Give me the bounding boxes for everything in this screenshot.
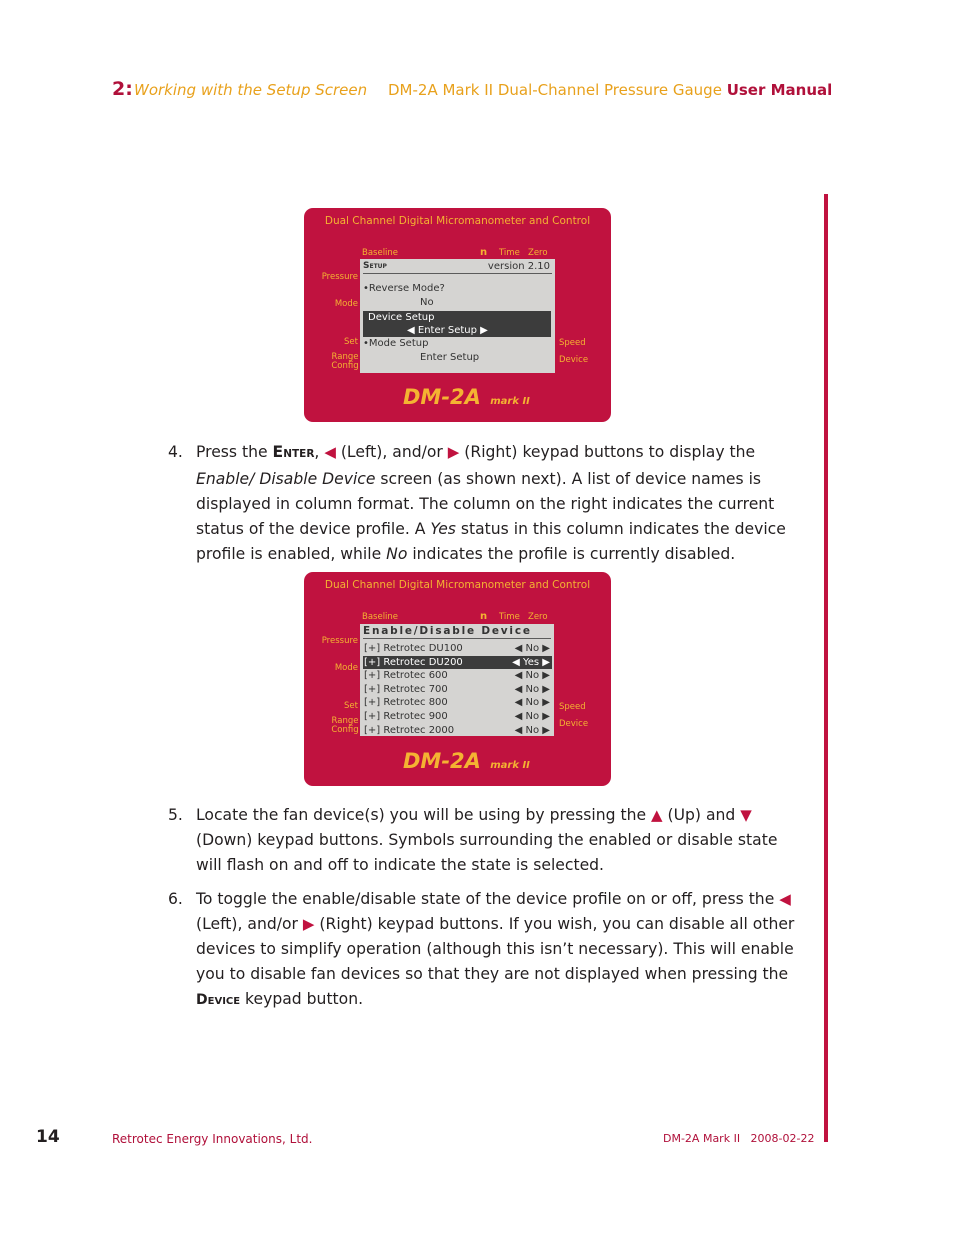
s4-g: Yes bbox=[430, 520, 456, 538]
chapter-number: 2: bbox=[112, 78, 133, 100]
footer-company: Retrotec Energy Innovations, Ltd. bbox=[112, 1132, 313, 1146]
s4-b: , bbox=[314, 443, 325, 461]
down-arrow-icon: ▼ bbox=[740, 806, 752, 824]
config-label: Config bbox=[331, 725, 359, 735]
dm2a-logo bbox=[403, 385, 530, 409]
s4-a: Press the bbox=[196, 443, 273, 461]
s4-d: (Right) keypad buttons to display the bbox=[459, 443, 756, 461]
device-setup-label: Device Setup bbox=[368, 312, 435, 323]
page-header bbox=[0, 78, 954, 102]
device-name: [+] Retrotec 600 bbox=[364, 670, 448, 682]
range-label: Range bbox=[331, 352, 359, 362]
device-enable-disable-image bbox=[304, 572, 611, 786]
device-name: [+] Retrotec DU100 bbox=[364, 643, 463, 654]
set-label: Set bbox=[344, 701, 358, 711]
s4-e: Enable/ Disable Device bbox=[196, 470, 376, 488]
enter-key-rest: NTER bbox=[283, 448, 315, 460]
step-6-number: 6. bbox=[168, 890, 183, 908]
mode-label: Mode bbox=[334, 299, 358, 309]
enter-key: ENTER bbox=[272, 443, 315, 461]
device-state: ◀ No ▶ bbox=[514, 670, 550, 682]
n-label: n bbox=[480, 611, 488, 622]
s5-c: (Down) keypad buttons. Symbols surrounding the enabled or disable state will flash on and off to indicate the state is selected. bbox=[196, 831, 778, 874]
time-label: Time bbox=[499, 612, 520, 622]
s4-h: status in this column indicates the device profile is enabled, while bbox=[196, 520, 786, 563]
step-4-text bbox=[196, 440, 796, 567]
zero-label: Zero bbox=[528, 612, 548, 622]
s4-i: No bbox=[386, 545, 408, 563]
lcd-screen bbox=[360, 259, 555, 373]
doc-title-text: DM-2A Mark II Dual-Channel Pressure Gauge bbox=[388, 81, 722, 99]
time-label: Time bbox=[499, 248, 520, 258]
s6-a: To toggle the enable/disable state of the device profile on or off, press the bbox=[196, 890, 780, 908]
reverse-mode-value: No bbox=[420, 297, 434, 308]
logo-text: DM-2A bbox=[403, 385, 481, 409]
right-arrow-icon: ▶ bbox=[447, 443, 460, 461]
step-5-text bbox=[196, 803, 796, 878]
config-label: Config bbox=[331, 361, 359, 371]
s4-j: indicates the profile is currently disabled. bbox=[407, 545, 736, 563]
left-arrow-icon: ◀ bbox=[779, 890, 791, 908]
baseline-label: Baseline bbox=[362, 612, 399, 622]
margin-rule bbox=[824, 194, 828, 1142]
device-state: ◀ No ▶ bbox=[514, 683, 550, 695]
device-state: ◀ No ▶ bbox=[514, 724, 550, 736]
device-list-item[interactable] bbox=[363, 656, 552, 669]
reverse-mode-row: •Reverse Mode? bbox=[363, 283, 445, 294]
step-4-number: 4. bbox=[168, 443, 183, 461]
device-setup-selection bbox=[363, 311, 551, 337]
device-setup-enter: ◀ Enter Setup ▶ bbox=[407, 325, 488, 336]
s4-c: (Left), and/or bbox=[335, 443, 448, 461]
device-list-item[interactable] bbox=[363, 683, 552, 696]
step-6-text bbox=[196, 887, 796, 1013]
device-state: ◀ Yes ▶ bbox=[512, 656, 550, 668]
s6-c: (Right) keypad buttons. If you wish, you can disable all other devices to simplify operation (although this isn’t necessary). This will enable you to disable fan devices so that they are not displayed when pressing the bbox=[196, 915, 795, 983]
right-arrow-icon: ▶ bbox=[302, 915, 315, 933]
lcd-screen bbox=[360, 624, 554, 736]
device-list-item[interactable] bbox=[363, 642, 552, 655]
chapter-title: Working with the Setup Screen bbox=[134, 81, 368, 99]
logo-text: DM-2A bbox=[403, 749, 481, 773]
device-label: Device bbox=[559, 355, 589, 365]
mode-setup-row: •Mode Setup bbox=[363, 338, 429, 349]
left-arrow-icon: ◀ bbox=[324, 443, 336, 461]
device-label: Device bbox=[559, 719, 589, 729]
screen-version: version 2.10 bbox=[487, 261, 550, 272]
device-name: [+] Retrotec DU200 bbox=[364, 656, 463, 668]
device-list-item[interactable] bbox=[363, 696, 552, 709]
device-name: [+] Retrotec 700 bbox=[364, 683, 448, 695]
s6-d: keypad button. bbox=[240, 990, 364, 1008]
doc-title-suffix: User Manual bbox=[726, 81, 833, 99]
mode-setup-enter: Enter Setup bbox=[420, 352, 480, 363]
device-name: [+] Retrotec 2000 bbox=[364, 724, 455, 736]
device-state: ◀ No ▶ bbox=[514, 643, 550, 654]
device-list-item[interactable] bbox=[363, 710, 552, 723]
device-list-item[interactable] bbox=[363, 669, 552, 682]
device-state: ◀ No ▶ bbox=[514, 711, 550, 722]
range-label: Range bbox=[331, 716, 359, 726]
step-5-number: 5. bbox=[168, 806, 183, 824]
mode-label: Mode bbox=[334, 663, 358, 673]
pressure-label: Pressure bbox=[321, 636, 358, 646]
device-name: [+] Retrotec 900 bbox=[364, 711, 448, 722]
speed-label: Speed bbox=[559, 338, 586, 348]
device-setup-image bbox=[304, 208, 611, 422]
s5-b: (Up) and bbox=[662, 806, 741, 824]
set-label: Set bbox=[344, 337, 358, 347]
device-headline: Dual Channel Digital Micromanometer and Control bbox=[324, 579, 591, 591]
s6-b: (Left), and/or bbox=[196, 915, 303, 933]
footer-doc-info: DM-2A Mark II 2008-02-22 bbox=[663, 1132, 815, 1145]
speed-label: Speed bbox=[559, 702, 586, 712]
pressure-label: Pressure bbox=[321, 272, 358, 282]
device-headline: Dual Channel Digital Micromanometer and Control bbox=[324, 215, 591, 227]
baseline-label: Baseline bbox=[362, 248, 399, 258]
screen-title: Enable/Disable Device bbox=[363, 625, 551, 639]
s5-a: Locate the fan device(s) you will be using by pressing the bbox=[196, 806, 652, 824]
up-arrow-icon: ▲ bbox=[651, 806, 663, 824]
zero-label: Zero bbox=[528, 248, 548, 258]
device-key bbox=[196, 990, 240, 1008]
dm2a-logo bbox=[403, 749, 530, 773]
n-label: n bbox=[480, 247, 488, 258]
device-state: ◀ No ▶ bbox=[514, 697, 550, 709]
device-name: [+] Retrotec 800 bbox=[364, 697, 448, 709]
device-key-text: Device bbox=[196, 992, 241, 1008]
screen-title: Setup bbox=[363, 261, 387, 271]
logo-sub: mark II bbox=[490, 396, 530, 407]
range-config-label bbox=[331, 353, 359, 371]
device-list-item[interactable] bbox=[363, 724, 552, 737]
range-config-label bbox=[331, 717, 359, 735]
page-number: 14 bbox=[36, 1127, 60, 1147]
s4-f: screen (as shown next). A list of device names is displayed in column format. The column on the right indicates the current status of the device profile. A bbox=[196, 470, 775, 538]
screen-title-bar bbox=[363, 261, 552, 274]
document-title bbox=[388, 81, 832, 99]
logo-sub: mark II bbox=[490, 760, 530, 771]
